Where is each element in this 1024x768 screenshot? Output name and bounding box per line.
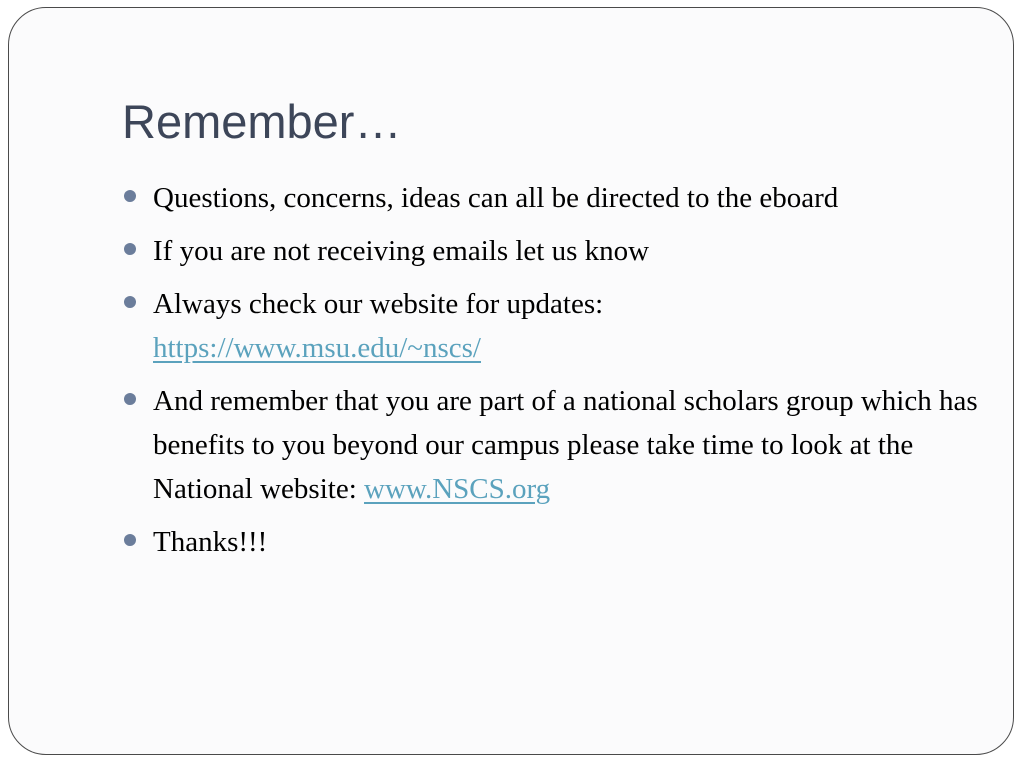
bullet-list — [122, 176, 982, 573]
bullet-text: And remember that you are part of a national scholars group which has benefits to you beyond our campus please take time to look at the National website: — [153, 385, 978, 505]
slide-title: Remember… — [122, 95, 402, 148]
bullet-dot-icon — [124, 296, 136, 308]
bullet-text: Questions, concerns, ideas can all be directed to the eboard — [153, 182, 839, 214]
bullet-dot-icon — [124, 393, 136, 405]
list-item — [122, 176, 982, 220]
bullet-text: Thanks!!! — [153, 526, 268, 558]
bullet-text: Always check our website for updates: — [153, 288, 604, 320]
nscs-website-link[interactable]: www.NSCS.org — [364, 473, 551, 505]
bullet-dot-icon — [124, 534, 136, 546]
bullet-text: If you are not receiving emails let us know — [153, 235, 650, 267]
bullet-dot-icon — [124, 243, 136, 255]
bullet-dot-icon — [124, 190, 136, 202]
msu-website-link[interactable]: https://www.msu.edu/~nscs/ — [153, 332, 481, 364]
list-item — [122, 282, 982, 370]
list-item — [122, 229, 982, 273]
list-item — [122, 520, 982, 564]
slide — [8, 7, 1014, 755]
list-item — [122, 379, 982, 511]
